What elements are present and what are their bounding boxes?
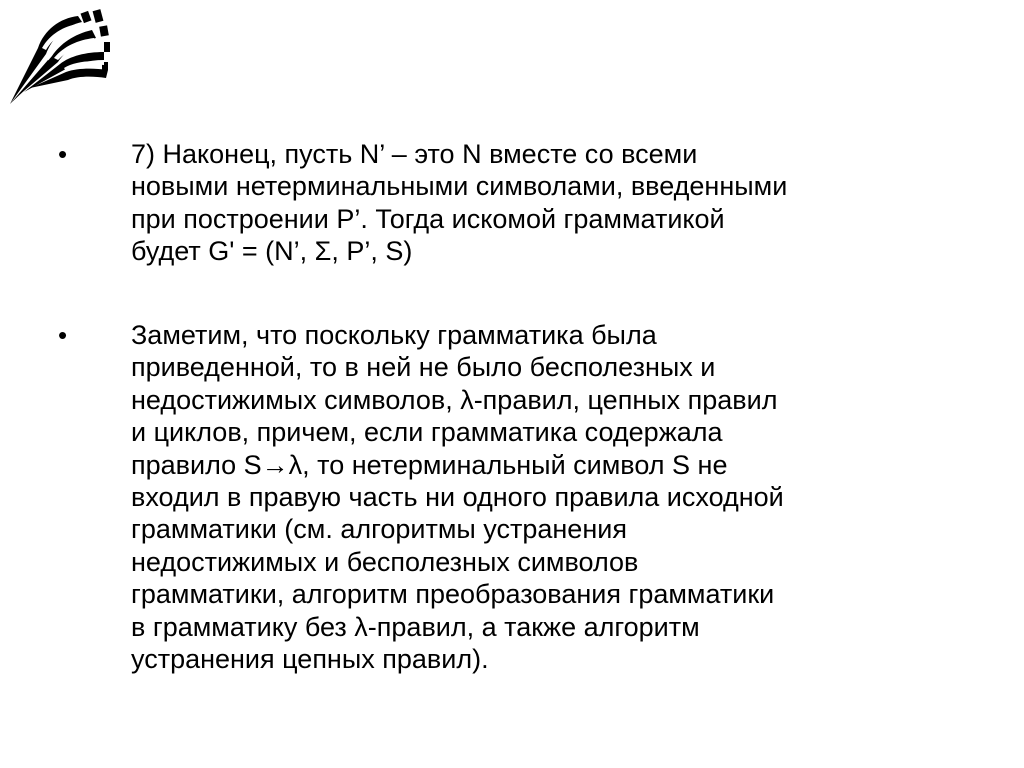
stylized-feather-logo-icon [8,8,112,108]
bullet-marker: • [58,139,68,169]
text-line: устранения цепных правил). [131,643,489,674]
text-line: грамматики, алгоритм преобразования грамматики [131,579,775,610]
text-line: грамматики (см. алгоритмы устранения [131,514,627,545]
text-line: и циклов, причем, если грамматика содержала [131,417,723,448]
text-line: новыми нетерминальными символами, введенными [131,171,788,202]
text-line: Заметим, что поскольку грамматика была [131,320,657,350]
text-line: будет G' = (N’, Σ, P’, S) [131,236,413,267]
text-line: приведенной, то в ней не было бесполезных и [131,352,716,383]
bullet-paragraph [131,138,1011,268]
text-line: недостижимых и бесполезных символов [131,546,639,577]
bullet-marker: • [58,320,68,350]
text-line: при построении P’. Тогда искомой грамматикой [131,203,725,234]
text-line: в грамматику без λ-правил, а также алгоритм [131,611,700,642]
bullet-paragraph [131,319,1011,675]
text-line: входил в правую часть ни одного правила исходной [131,481,784,512]
text-line: недостижимых символов, λ-правил, цепных правил [131,384,778,415]
text-line: правило S→λ, то нетерминальный символ S не [131,449,728,480]
text-line: 7) Наконец, пусть N’ – это N вместе со всеми [131,139,698,169]
